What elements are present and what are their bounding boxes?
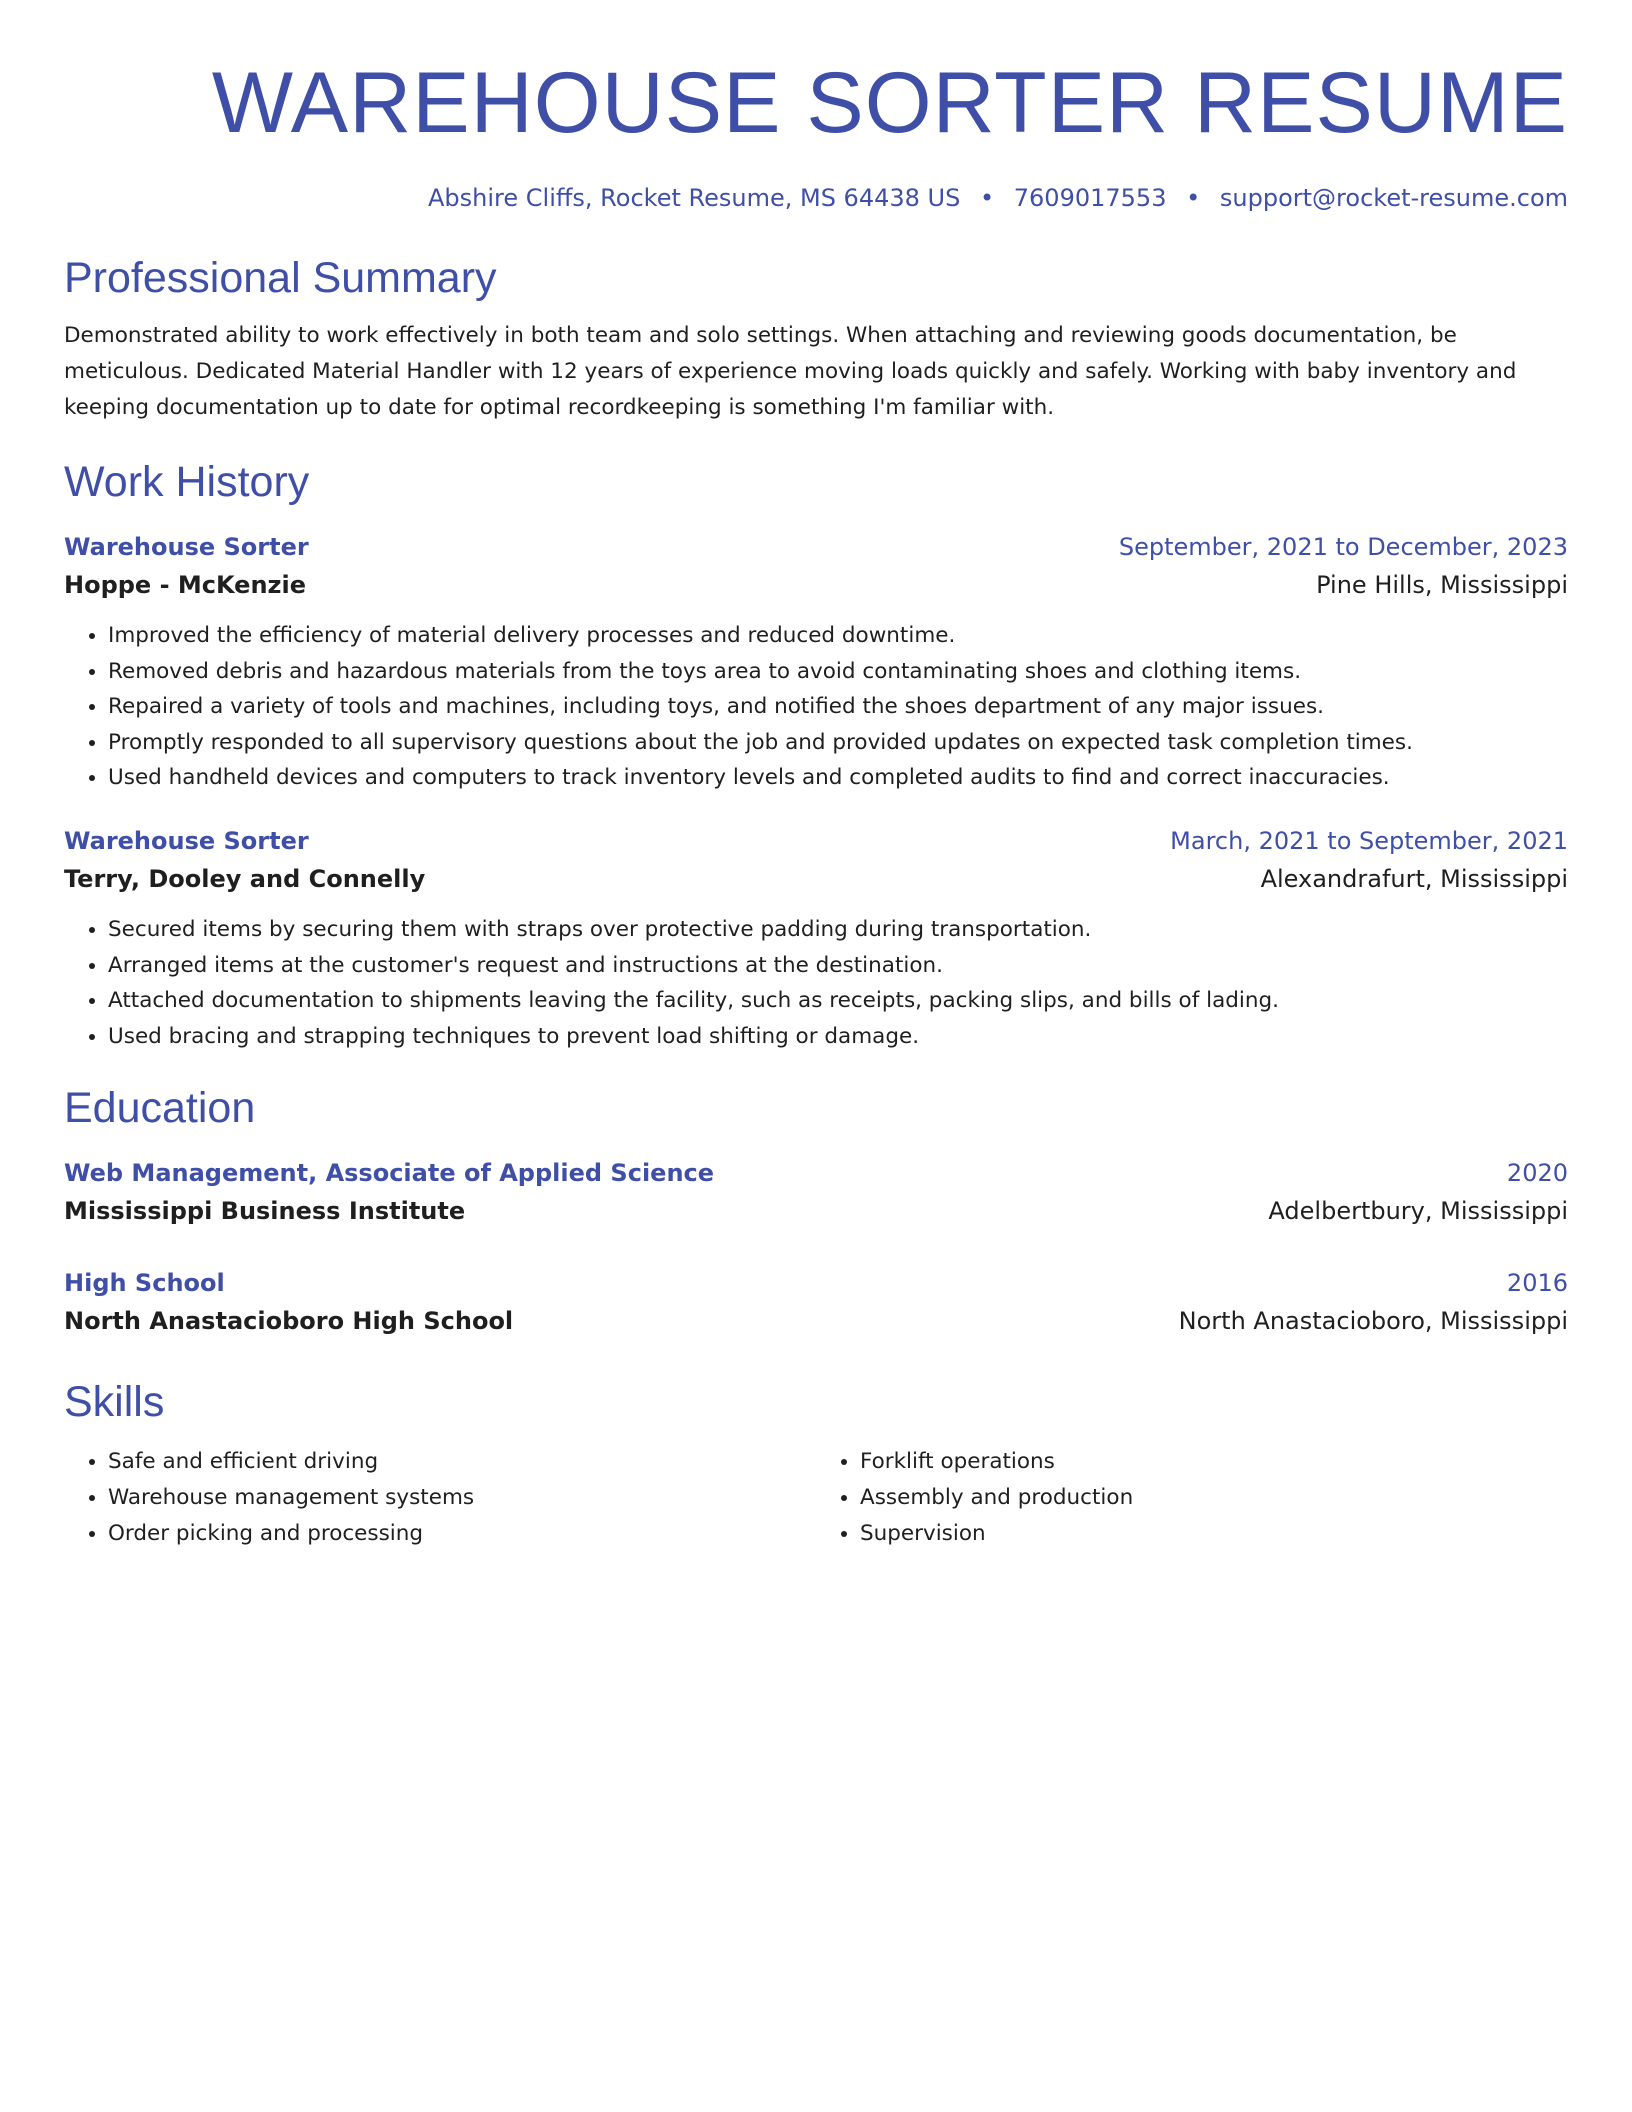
education-school: Mississippi Business Institute <box>64 1197 466 1226</box>
skill-item: • Supervision <box>860 1516 1568 1552</box>
skills-column-left <box>64 1444 816 1551</box>
job-entry <box>64 822 1568 1054</box>
job-location: Pine Hills, Mississippi <box>1316 571 1568 599</box>
education-entry <box>64 1154 1568 1230</box>
skill-item: • Safe and efficient driving <box>108 1444 816 1480</box>
education-school-row <box>64 1192 1568 1230</box>
job-header-row <box>64 822 1568 860</box>
job-bullet: • Secured items by securing them with straps over protective padding during transportation. <box>108 912 1568 948</box>
education-year: 2016 <box>1506 1269 1568 1298</box>
job-entry <box>64 528 1568 796</box>
contact-separator: • <box>979 184 995 212</box>
job-bullet: • Arranged items at the customer's request and instructions at the destination. <box>108 948 1568 984</box>
job-header-row <box>64 528 1568 566</box>
skills-heading: Skills <box>64 1378 165 1427</box>
contact-separator: • <box>1186 184 1201 212</box>
education-entry <box>64 1264 1568 1340</box>
job-role: Warehouse Sorter <box>64 533 309 561</box>
contact-line <box>64 182 1568 214</box>
contact-phone: 7609017553 <box>1013 184 1167 212</box>
education-degree: High School <box>64 1269 225 1298</box>
education-degree-row <box>64 1264 1568 1302</box>
skill-item: • Warehouse management systems <box>108 1480 816 1516</box>
contact-email: support@rocket-resume.com <box>1219 184 1568 212</box>
skill-item: • Forklift operations <box>860 1444 1568 1480</box>
job-bullet: • Removed debris and hazardous materials from the toys area to avoid contaminating shoes and clothing items. <box>108 654 1568 690</box>
job-role: Warehouse Sorter <box>64 826 309 855</box>
job-company: Hoppe - McKenzie <box>64 571 307 599</box>
education-school: North Anastacioboro High School <box>64 1307 514 1336</box>
job-company: Terry, Dooley and Connelly <box>64 864 426 893</box>
job-bullet: • Repaired a variety of tools and machines, including toys, and notified the shoes department of any major issues. <box>108 689 1568 725</box>
summary-text: Demonstrated ability to work effectively in both team and solo settings. When attaching and reviewing goods documentation, be meticulous. Dedicated Material Handler with 12 years of experience moving loads quickly and safely. Working with baby inventory and keeping documentation up to date for optimal recordkeeping is something I'm familiar with. <box>64 323 1517 420</box>
contact-address: Abshire Cliffs, Rocket Resume, MS 64438 US <box>428 184 961 212</box>
job-bullets <box>64 912 1568 1054</box>
job-bullets <box>64 618 1568 796</box>
job-bullet: • Improved the efficiency of material delivery processes and reduced downtime. <box>108 618 1568 654</box>
resume-title: WAREHOUSE SORTER RESUME <box>211 55 1568 151</box>
education-heading: Education <box>64 1084 256 1133</box>
job-dates: March, 2021 to September, 2021 <box>1170 826 1568 855</box>
work-history-heading: Work History <box>64 458 310 506</box>
skills-column-right <box>816 1444 1568 1551</box>
education-year: 2020 <box>1506 1159 1568 1188</box>
job-company-row <box>64 566 1568 604</box>
job-dates: September, 2021 to December, 2023 <box>1118 533 1568 561</box>
job-bullet: • Used bracing and strapping techniques to prevent load shifting or damage. <box>108 1019 1568 1055</box>
skill-item: • Assembly and production <box>860 1480 1568 1516</box>
education-school-row <box>64 1302 1568 1340</box>
job-bullet: • Attached documentation to shipments leaving the facility, such as receipts, packing slips, and bills of lading. <box>108 983 1568 1019</box>
education-degree: Web Management, Associate of Applied Science <box>64 1159 715 1188</box>
skill-item: • Order picking and processing <box>108 1516 816 1552</box>
education-location: North Anastacioboro, Mississippi <box>1178 1307 1568 1336</box>
job-location: Alexandrafurt, Mississippi <box>1260 864 1568 893</box>
education-degree-row <box>64 1154 1568 1192</box>
job-bullet: • Used handheld devices and computers to track inventory levels and completed audits to find and correct inaccuracies. <box>108 760 1568 796</box>
summary-heading: Professional Summary <box>64 254 497 302</box>
education-location: Adelbertbury, Mississippi <box>1268 1197 1568 1226</box>
job-company-row <box>64 860 1568 898</box>
skills-list <box>64 1444 1568 1551</box>
job-bullet: • Promptly responded to all supervisory questions about the job and provided updates on expected task completion times. <box>108 725 1568 761</box>
